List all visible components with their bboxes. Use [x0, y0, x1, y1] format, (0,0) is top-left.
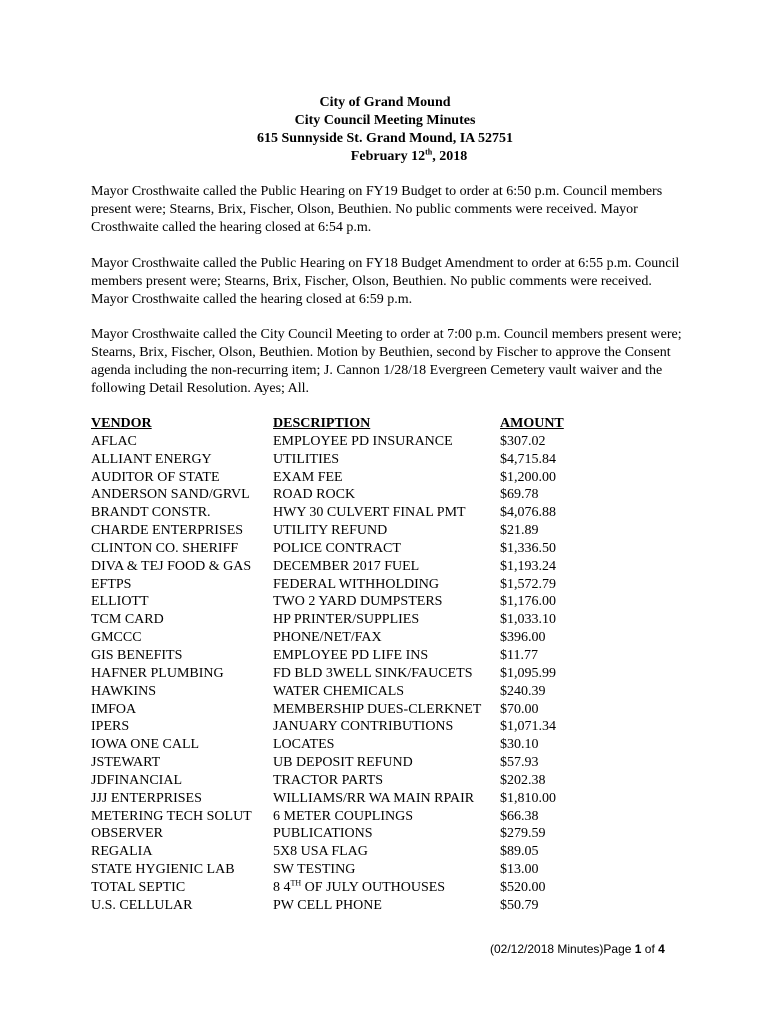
amount-cell: $11.77	[500, 647, 538, 663]
vendor-cell: BRANDT CONSTR.	[91, 505, 211, 521]
footer-prefix: (02/12/2018 Minutes)Page	[490, 942, 635, 956]
footer-page-total: 4	[658, 942, 665, 956]
table-row	[89, 593, 570, 611]
description-cell	[271, 879, 498, 897]
amount-cell: $4,715.84	[500, 451, 556, 467]
amount-cell: $520.00	[500, 879, 546, 895]
vendor-cell: IPERS	[91, 719, 130, 735]
table-row	[89, 808, 570, 826]
amount-cell: $30.10	[500, 737, 539, 753]
vendor-cell: JSTEWART	[91, 755, 161, 771]
vendor-cell: CLINTON CO. SHERIFF	[91, 540, 239, 556]
description-cell: POLICE CONTRACT	[273, 540, 401, 556]
vendor-cell: IOWA ONE CALL	[91, 737, 200, 753]
table-row	[89, 825, 570, 843]
amount-cell: $1,193.24	[500, 558, 556, 574]
page-footer	[490, 942, 665, 956]
paragraph-fy18-hearing: Mayor Crosthwaite called the Public Hearing on FY18 Budget Amendment to order at 6:55 p.m. Council members present were; Stearns, Brix, Fischer, Olson, Beuthien. No public comments were received. Mayor Crosthwaite called the hearing closed at 6:59 p.m.	[91, 256, 680, 307]
amount-cell: $69.78	[500, 487, 539, 503]
description-text: 8 4	[273, 879, 291, 895]
description-cell: TWO 2 YARD DUMPSTERS	[273, 594, 443, 610]
amount-cell: $1,071.34	[500, 719, 556, 735]
description-superscript: TH	[290, 878, 302, 888]
amount-cell: $13.00	[500, 862, 539, 878]
description-cell: PUBLICATIONS	[273, 826, 373, 842]
description-column-header: DESCRIPTION	[273, 416, 371, 431]
vendor-cell: GMCCC	[91, 630, 142, 646]
table-row	[89, 486, 570, 504]
description-cell: ROAD ROCK	[273, 487, 356, 503]
table-row	[89, 558, 570, 576]
vendor-cell: GIS BENEFITS	[91, 647, 183, 663]
vendor-cell: JJJ ENTERPRISES	[91, 790, 202, 806]
table-row	[89, 701, 570, 719]
vendor-table	[89, 415, 570, 915]
vendor-column-header: VENDOR	[91, 416, 152, 431]
vendor-cell: HAWKINS	[91, 683, 156, 699]
amount-cell: $279.59	[500, 826, 546, 842]
meeting-date	[0, 148, 770, 166]
table-row	[89, 736, 570, 754]
description-cell: WILLIAMS/RR WA MAIN RPAIR	[273, 790, 475, 806]
table-row	[89, 540, 570, 558]
amount-cell: $66.38	[500, 808, 539, 824]
table-row	[89, 629, 570, 647]
table-row	[89, 754, 570, 772]
description-cell: HWY 30 CULVERT FINAL PMT	[273, 505, 466, 521]
description-cell: UTILITY REFUND	[273, 523, 388, 539]
description-cell: PHONE/NET/FAX	[273, 630, 382, 646]
table-row	[89, 665, 570, 683]
description-cell: WATER CHEMICALS	[273, 683, 405, 699]
vendor-cell: JDFINANCIAL	[91, 772, 182, 788]
table-row	[89, 504, 570, 522]
amount-cell: $70.00	[500, 701, 539, 717]
amount-cell: $307.02	[500, 433, 546, 449]
city-name: City of Grand Mound	[319, 95, 451, 110]
description-cell: EMPLOYEE PD INSURANCE	[273, 433, 453, 449]
date-superscript: th	[425, 147, 433, 157]
vendor-cell: HAFNER PLUMBING	[91, 665, 224, 681]
vendor-cell: U.S. CELLULAR	[91, 897, 193, 913]
description-cell: 6 METER COUPLINGS	[273, 808, 414, 824]
footer-page-number: 1	[634, 942, 642, 956]
amount-column-header: AMOUNT	[500, 416, 564, 431]
table-row	[89, 576, 570, 594]
description-cell: FEDERAL WITHHOLDING	[273, 576, 440, 592]
table-row	[89, 772, 570, 790]
vendor-cell: TCM CARD	[91, 612, 164, 628]
date-suffix: , 2018	[432, 149, 468, 164]
description-cell: UB DEPOSIT REFUND	[273, 755, 413, 771]
vendor-cell: ALLIANT ENERGY	[91, 451, 212, 467]
vendor-cell: AUDITOR OF STATE	[91, 469, 220, 485]
table-row	[89, 469, 570, 487]
amount-cell: $57.93	[500, 755, 539, 771]
description-cell: TRACTOR PARTS	[273, 772, 384, 788]
vendor-table-body	[89, 433, 570, 915]
vendor-cell: CHARDE ENTERPRISES	[91, 523, 244, 539]
table-row	[89, 879, 570, 897]
description-suffix: OF JULY OUTHOUSES	[301, 879, 446, 895]
description-cell: HP PRINTER/SUPPLIES	[273, 612, 420, 628]
description-cell: JANUARY CONTRIBUTIONS	[273, 719, 454, 735]
amount-cell: $202.38	[500, 772, 546, 788]
amount-cell: $50.79	[500, 897, 539, 913]
vendor-cell: ELLIOTT	[91, 594, 149, 610]
vendor-cell: IMFOA	[91, 701, 137, 717]
table-row	[89, 718, 570, 736]
description-cell: PW CELL PHONE	[273, 897, 382, 913]
table-row	[89, 433, 570, 451]
table-row	[89, 790, 570, 808]
table-row	[89, 683, 570, 701]
table-row	[89, 897, 570, 915]
amount-cell: $21.89	[500, 523, 539, 539]
amount-cell: $1,176.00	[500, 594, 556, 610]
amount-cell: $396.00	[500, 630, 546, 646]
vendor-cell: METERING TECH SOLUT	[91, 808, 252, 824]
table-row	[89, 861, 570, 879]
amount-cell: $89.05	[500, 844, 539, 860]
description-cell: DECEMBER 2017 FUEL	[273, 558, 420, 574]
footer-of: of	[641, 942, 659, 956]
table-row	[89, 843, 570, 861]
description-cell: EXAM FEE	[273, 469, 343, 485]
vendor-cell: STATE HYGIENIC LAB	[91, 862, 235, 878]
table-row	[89, 451, 570, 469]
vendor-cell: OBSERVER	[91, 826, 164, 842]
table-header-row	[89, 415, 570, 433]
date-prefix: February 12	[350, 149, 426, 164]
amount-cell: $1,336.50	[500, 540, 556, 556]
vendor-cell: AFLAC	[91, 433, 137, 449]
description-cell: 5X8 USA FLAG	[273, 844, 368, 860]
amount-cell: $1,033.10	[500, 612, 556, 628]
vendor-cell: DIVA & TEJ FOOD & GAS	[91, 558, 252, 574]
table-row	[89, 522, 570, 540]
amount-cell: $1,572.79	[500, 576, 556, 592]
amount-cell: $1,810.00	[500, 790, 556, 806]
description-cell: MEMBERSHIP DUES-CLERKNET	[273, 701, 482, 717]
description-cell: EMPLOYEE PD LIFE INS	[273, 647, 429, 663]
document-header	[0, 94, 770, 166]
city-address: 615 Sunnyside St. Grand Mound, IA 52751	[257, 131, 513, 146]
amount-cell: $1,200.00	[500, 469, 556, 485]
table-row	[89, 647, 570, 665]
paragraph-council-meeting: Mayor Crosthwaite called the City Council Meeting to order at 7:00 p.m. Council members present were; Stearns, Brix, Fischer, Olson, Beuthien. Motion by Beuthien, second by Fischer to approve the Consent agenda including the non-recurring item; J. Cannon 1/28/18 Evergreen Cemetery vault waiver and the following Detail Resolution. Ayes; All.	[91, 327, 682, 396]
amount-cell: $4,076.88	[500, 505, 556, 521]
paragraph-fy19-hearing: Mayor Crosthwaite called the Public Hearing on FY19 Budget to order at 6:50 p.m. Council members present were; Stearns, Brix, Fischer, Olson, Beuthien. No public comments were received. Mayor Crosthwaite called the hearing closed at 6:54 p.m.	[91, 184, 663, 235]
description-cell: SW TESTING	[273, 862, 356, 878]
vendor-cell: TOTAL SEPTIC	[91, 879, 186, 895]
amount-cell: $240.39	[500, 683, 546, 699]
vendor-cell: REGALIA	[91, 844, 153, 860]
amount-cell: $1,095.99	[500, 665, 556, 681]
description-cell: UTILITIES	[273, 451, 340, 467]
description-cell: LOCATES	[273, 737, 335, 753]
vendor-cell: EFTPS	[91, 576, 132, 592]
meeting-title: City Council Meeting Minutes	[294, 113, 476, 128]
vendor-cell: ANDERSON SAND/GRVL	[91, 487, 250, 503]
description-cell: FD BLD 3WELL SINK/FAUCETS	[273, 665, 473, 681]
table-row	[89, 611, 570, 629]
